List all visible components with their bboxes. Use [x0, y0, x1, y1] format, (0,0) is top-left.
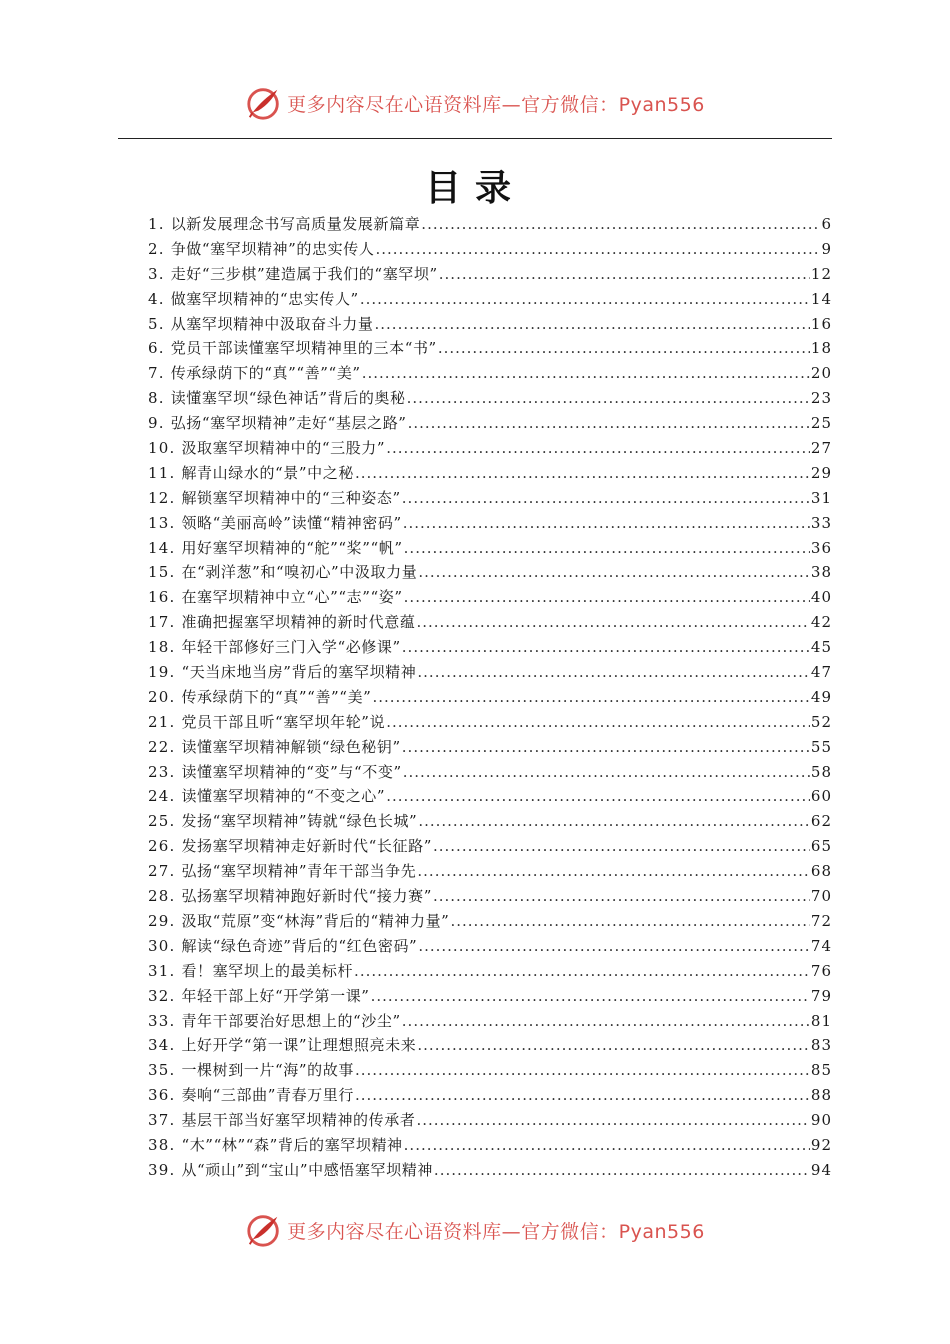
- toc-entry-title: 传承绿荫下的“真”“善”“美”: [170, 364, 361, 383]
- toc-leader-dots: [404, 536, 810, 561]
- toc-entry-number: 7.: [148, 364, 165, 383]
- toc-leader-dots: [402, 1009, 810, 1034]
- toc-leader-dots: [375, 312, 810, 337]
- footer-banner: [0, 1210, 950, 1250]
- toc-entry-title: 以新发展理念书写高质量发展新篇章: [170, 215, 421, 233]
- toc-entry-title: 读懂塞罕坝精神解锁“绿色秘钥”: [181, 737, 401, 756]
- toc-entry-number: 19.: [148, 663, 176, 682]
- toc-entry-title: 基层干部当好塞罕坝精神的传承者: [181, 1111, 416, 1130]
- toc-entry-page: 25: [810, 414, 832, 433]
- toc-leader-dots: [417, 660, 810, 685]
- toc-entry-page: 68: [810, 862, 832, 881]
- toc-entry-title: 读懂塞罕坝“绿色神话”背后的奥秘: [170, 389, 406, 408]
- toc-entry-number: 11.: [148, 463, 176, 482]
- toc-entry[interactable]: [148, 436, 832, 461]
- toc-entry-page: 74: [810, 936, 832, 955]
- toc-entry[interactable]: [148, 361, 832, 386]
- toc-entry[interactable]: [148, 1083, 832, 1108]
- toc-leader-dots: [417, 1033, 810, 1058]
- toc-entry-title: 解读“绿色奇迹”背后的“红色密码”: [181, 936, 418, 955]
- toc-entry[interactable]: [148, 635, 832, 660]
- toc-entry[interactable]: [148, 287, 832, 312]
- toc-entry-number: 14.: [148, 538, 176, 557]
- toc-entry-title: 青年干部要治好思想上的“沙尘”: [181, 1011, 401, 1030]
- toc-leader-dots: [418, 934, 810, 959]
- toc-entry-number: 32.: [148, 986, 176, 1005]
- toc-entry[interactable]: [148, 610, 832, 635]
- toc-entry[interactable]: [148, 934, 832, 959]
- toc-entry-page: 55: [810, 737, 832, 756]
- toc-leader-dots: [434, 1158, 810, 1183]
- toc-entry[interactable]: [148, 834, 832, 859]
- toc-entry-number: 35.: [148, 1061, 176, 1080]
- toc-entry-number: 24.: [148, 787, 176, 806]
- toc-entry-title: 发扬“塞罕坝精神”铸就“绿色长城”: [181, 812, 418, 831]
- toc-entry-page: 85: [810, 1061, 832, 1080]
- toc-entry-title: 奏响“三部曲”青春万里行: [181, 1086, 354, 1105]
- toc-entry-page: 18: [810, 339, 832, 358]
- toc-entry[interactable]: [148, 685, 832, 710]
- toc-entry-page: 90: [810, 1111, 832, 1130]
- toc-entry-title: 从塞罕坝精神中汲取奋斗力量: [170, 314, 374, 333]
- toc-entry-title: 年轻干部修好三门入学“必修课”: [181, 638, 401, 657]
- toc-entry-page: 60: [810, 787, 832, 806]
- banner-text: 更多内容尽在心语资料库—官方微信：Pyan556: [287, 93, 705, 116]
- toc-entry[interactable]: [148, 1158, 832, 1183]
- toc-entry-title: 弘扬“塞罕坝精神”青年干部当争先: [181, 862, 417, 881]
- toc-entry-title: “天当床地当房”背后的塞罕坝精神: [181, 663, 417, 682]
- toc-leader-dots: [372, 685, 809, 710]
- toc-entry-number: 34.: [148, 1036, 176, 1055]
- toc-entry-page: 72: [810, 911, 832, 930]
- toc-entry-number: 37.: [148, 1111, 176, 1130]
- toc-leader-dots: [386, 436, 810, 461]
- toc-entry[interactable]: [148, 735, 832, 760]
- toc-entry-title: 看！塞罕坝上的最美标杆: [181, 961, 354, 980]
- banner-text: 更多内容尽在心语资料库—官方微信：Pyan556: [287, 1220, 705, 1243]
- toc-entry[interactable]: [148, 1058, 832, 1083]
- toc-entry[interactable]: [148, 536, 832, 561]
- toc-entry-title: 汲取“荒原”变“林海”背后的“精神力量”: [181, 911, 450, 930]
- toc-leader-dots: [402, 635, 810, 660]
- toc-entry-title: 发扬塞罕坝精神走好新时代“长征路”: [181, 837, 432, 856]
- toc-entry[interactable]: [148, 1133, 832, 1158]
- toc-entry-number: 31.: [148, 961, 176, 980]
- toc-entry-title: 解青山绿水的“景”中之秘: [181, 463, 354, 482]
- page-title: 目录: [424, 167, 525, 209]
- toc-entry-page: 65: [810, 837, 832, 856]
- toc-entry-number: 17.: [148, 613, 176, 632]
- toc-entry-title: 争做“塞罕坝精神”的忠实传人: [170, 239, 375, 258]
- toc-entry-title: 读懂塞罕坝精神的“不变之心”: [181, 787, 386, 806]
- toc-entry-title: 弘扬“塞罕坝精神”走好“基层之路”: [170, 414, 407, 433]
- toc-entry-page: 94: [810, 1160, 832, 1179]
- toc-entry[interactable]: [148, 386, 832, 411]
- toc-entry-page: 14: [810, 289, 832, 308]
- toc-entry-number: 36.: [148, 1086, 176, 1105]
- toc-entry-number: 21.: [148, 712, 176, 731]
- toc-entry-page: 36: [810, 538, 832, 557]
- toc-entry[interactable]: [148, 237, 832, 262]
- toc-entry[interactable]: [148, 760, 832, 785]
- toc-entry-number: 15.: [148, 563, 176, 582]
- toc-entry-title: 弘扬塞罕坝精神跑好新时代“接力赛”: [181, 887, 432, 906]
- toc-leader-dots: [403, 760, 810, 785]
- toc-entry-number: 16.: [148, 588, 176, 607]
- toc-entry-page: 88: [810, 1086, 832, 1105]
- toc-entry-page: 52: [810, 712, 832, 731]
- toc-entry-number: 38.: [148, 1135, 176, 1154]
- toc-entry-number: 30.: [148, 936, 176, 955]
- toc-leader-dots: [403, 511, 810, 536]
- toc-leader-dots: [404, 1133, 810, 1158]
- toc-entry-page: 76: [810, 961, 832, 980]
- toc-entry-page: 45: [810, 638, 832, 657]
- toc-entry-title: 读懂塞罕坝精神的“变”与“不变”: [181, 762, 402, 781]
- toc-entry-title: 走好“三步棋”建造属于我们的“塞罕坝”: [170, 264, 438, 283]
- toc-leader-dots: [433, 884, 810, 909]
- toc-entry-number: 4.: [148, 289, 165, 308]
- toc-entry[interactable]: [148, 959, 832, 984]
- toc-entry-page: 33: [810, 513, 832, 532]
- toc-leader-dots: [404, 585, 810, 610]
- toc-entry-number: 23.: [148, 762, 176, 781]
- toc-entry-title: 上好开学“第一课”让理想照亮未来: [181, 1036, 417, 1055]
- toc-entry-page: 40: [810, 588, 832, 607]
- toc-entry-title: “木”“林”“森”背后的塞罕坝精神: [181, 1135, 403, 1154]
- quill-pen-logo-icon: [245, 1211, 283, 1249]
- toc-leader-dots: [371, 984, 810, 1009]
- toc-entry-number: 2.: [148, 239, 165, 258]
- toc-entry[interactable]: [148, 660, 832, 685]
- toc-entry-number: 1.: [148, 215, 165, 233]
- toc-entry-title: 从“顽山”到“宝山”中感悟塞罕坝精神: [181, 1160, 433, 1179]
- quill-pen-logo-icon: [245, 84, 283, 122]
- header-banner: [0, 83, 950, 123]
- toc-leader-dots: [386, 784, 810, 809]
- toc-entry-title: 在塞罕坝精神中立“心”“志”“姿”: [181, 588, 403, 607]
- toc-entry[interactable]: [148, 511, 832, 536]
- toc-entry-number: 5.: [148, 314, 165, 333]
- toc-leader-dots: [433, 834, 810, 859]
- toc-leader-dots: [402, 486, 810, 511]
- toc-leader-dots: [450, 909, 809, 934]
- toc-entry-page: 12: [810, 264, 832, 283]
- toc-entry-page: 58: [810, 762, 832, 781]
- toc-entry[interactable]: [148, 909, 832, 934]
- toc-entry-number: 18.: [148, 638, 176, 657]
- toc-entry[interactable]: [148, 884, 832, 909]
- toc-leader-dots: [418, 560, 810, 585]
- toc-leader-dots: [355, 461, 810, 486]
- toc-entry-title: 汲取塞罕坝精神中的“三股力”: [181, 439, 386, 458]
- toc-entry-number: 10.: [148, 439, 176, 458]
- toc-leader-dots: [418, 809, 810, 834]
- header-rule: [118, 138, 832, 139]
- toc-entry[interactable]: [148, 1033, 832, 1058]
- toc-entry[interactable]: [148, 859, 832, 884]
- toc-entry-page: 70: [810, 887, 832, 906]
- toc-entry-page: 6: [821, 215, 832, 233]
- toc-entry-page: 92: [810, 1135, 832, 1154]
- toc-entry-page: 29: [810, 463, 832, 482]
- toc-entry[interactable]: [148, 560, 832, 585]
- toc-leader-dots: [439, 262, 810, 287]
- toc-entry-page: 23: [810, 389, 832, 408]
- toc-leader-dots: [438, 336, 810, 361]
- toc-entry-title: 年轻干部上好“开学第一课”: [181, 986, 370, 1005]
- toc-leader-dots: [417, 859, 810, 884]
- toc-entry-page: 9: [821, 239, 832, 258]
- toc-entry-number: 25.: [148, 812, 176, 831]
- toc-entry-number: 13.: [148, 513, 176, 532]
- toc-entry-page: 81: [810, 1011, 832, 1030]
- toc-entry-title: 在“剥洋葱”和“嗅初心”中汲取力量: [181, 563, 418, 582]
- toc-entry-title: 党员干部且听“塞罕坝年轮”说: [181, 712, 386, 731]
- toc-entry-number: 9.: [148, 414, 165, 433]
- toc-entry[interactable]: [148, 312, 832, 337]
- table-of-contents: [148, 212, 832, 1183]
- toc-entry[interactable]: [148, 461, 832, 486]
- toc-entry[interactable]: [148, 1108, 832, 1133]
- toc-leader-dots: [416, 610, 809, 635]
- toc-entry-title: 领略“美丽高岭”读懂“精神密码”: [181, 513, 402, 532]
- toc-leader-dots: [408, 411, 810, 436]
- toc-entry[interactable]: [148, 1009, 832, 1034]
- toc-leader-dots: [354, 959, 810, 984]
- toc-entry-number: 26.: [148, 837, 176, 856]
- toc-entry-page: 31: [810, 488, 832, 507]
- toc-entry-page: 47: [810, 663, 832, 682]
- toc-leader-dots: [355, 1083, 810, 1108]
- toc-entry-page: 20: [810, 364, 832, 383]
- toc-entry[interactable]: [148, 212, 832, 237]
- toc-entry-number: 29.: [148, 911, 176, 930]
- toc-entry[interactable]: [148, 784, 832, 809]
- toc-entry-page: 27: [810, 439, 832, 458]
- toc-entry-number: 6.: [148, 339, 165, 358]
- toc-entry[interactable]: [148, 486, 832, 511]
- toc-entry-title: 用好塞罕坝精神的“舵”“桨”“帆”: [181, 538, 403, 557]
- toc-entry-number: 28.: [148, 887, 176, 906]
- toc-entry[interactable]: [148, 585, 832, 610]
- toc-entry-number: 39.: [148, 1160, 176, 1179]
- toc-entry-number: 8.: [148, 389, 165, 408]
- toc-leader-dots: [355, 1058, 810, 1083]
- toc-entry-page: 16: [810, 314, 832, 333]
- toc-entry-page: 83: [810, 1036, 832, 1055]
- toc-entry-number: 20.: [148, 687, 176, 706]
- toc-entry[interactable]: [148, 809, 832, 834]
- toc-leader-dots: [360, 287, 810, 312]
- toc-entry-title: 传承绿荫下的“真”“善”“美”: [181, 687, 372, 706]
- toc-entry[interactable]: [148, 411, 832, 436]
- toc-entry-page: 38: [810, 563, 832, 582]
- toc-entry-title: 党员干部读懂塞罕坝精神里的三本“书”: [170, 339, 437, 358]
- toc-entry-number: 27.: [148, 862, 176, 881]
- toc-entry[interactable]: [148, 262, 832, 287]
- toc-leader-dots: [416, 1108, 809, 1133]
- toc-entry-number: 12.: [148, 488, 176, 507]
- toc-entry-page: 49: [810, 687, 832, 706]
- toc-entry-title: 一棵树到一片“海”的故事: [181, 1061, 354, 1080]
- toc-entry[interactable]: [148, 710, 832, 735]
- toc-leader-dots: [407, 386, 810, 411]
- toc-entry-page: 79: [810, 986, 832, 1005]
- toc-entry-number: 22.: [148, 737, 176, 756]
- toc-leader-dots: [375, 237, 820, 262]
- toc-entry-title: 准确把握塞罕坝精神的新时代意蕴: [181, 613, 416, 632]
- toc-entry-title: 做塞罕坝精神的“忠实传人”: [170, 289, 359, 308]
- toc-leader-dots: [362, 361, 810, 386]
- toc-entry-page: 42: [810, 613, 832, 632]
- toc-entry[interactable]: [148, 336, 832, 361]
- toc-entry-page: 62: [810, 812, 832, 831]
- toc-entry-number: 3.: [148, 264, 165, 283]
- toc-entry-number: 33.: [148, 1011, 176, 1030]
- toc-entry[interactable]: [148, 984, 832, 1009]
- toc-leader-dots: [402, 735, 810, 760]
- toc-entry-title: 解锁塞罕坝精神中的“三种姿态”: [181, 488, 401, 507]
- toc-leader-dots: [421, 212, 820, 237]
- toc-leader-dots: [386, 710, 810, 735]
